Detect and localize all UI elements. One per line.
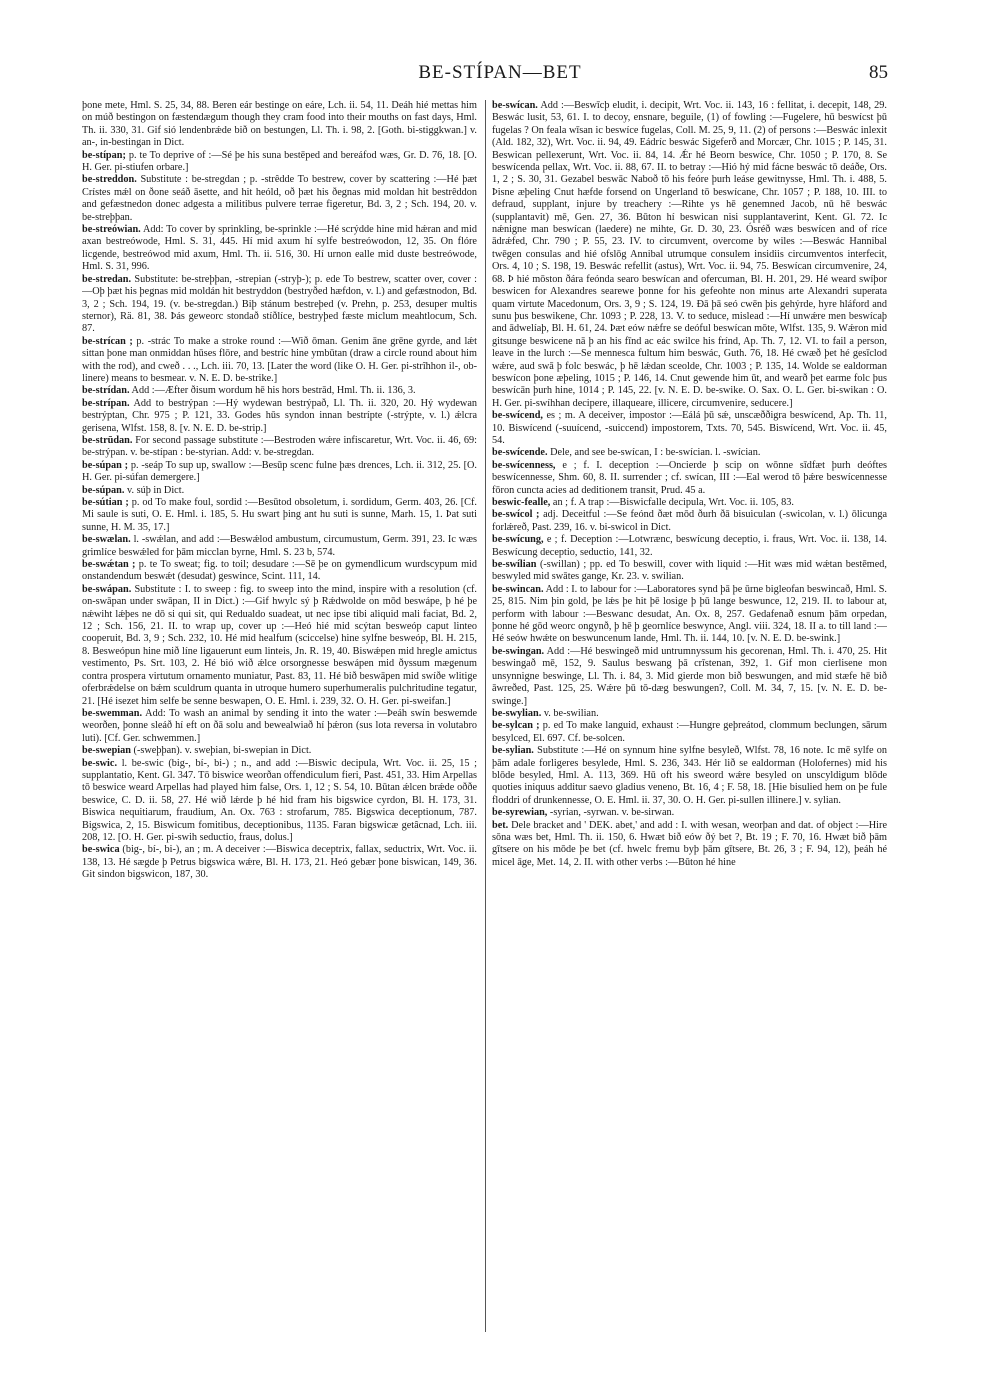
entry-headword: be-swílian (492, 559, 537, 571)
entry-headword: be-streówian. (82, 224, 141, 236)
entry-text: (big-, bí-, bi-), an ; m. A deceiver :—Biswica deceptrix, fallax, seductrix, Wrt. Voc. ii. 138, 13. Hé sægde þ Petrus bigswica wǽre, Bl. H. 173, 21. Heó gebær þone biswican, 149, 36. Git sindon bigswicon, 187, 30. (82, 844, 477, 881)
entry-text: es ; m. A deceiver, impostor :—Eálá þū sǽ, unscæððigra beswícend, Ap. Th. 11, 10. Biswícend (-suuícend, -suiccend) impostorem, Txts. 70, 545. Biswícend, Wrt. Voc. ii. 45, 54. (492, 410, 887, 446)
dictionary-entry (82, 150, 477, 175)
entry-headword: be-stípan; (82, 149, 126, 161)
entry-headword: be-swǽtan ; (82, 559, 136, 571)
entry-text: (-swillan) ; pp. ed To beswill, cover with liquid :—Hit wæs mid wǽtan bestēmed, beswyled mid swātes gange, Kr. 23. v. swilian. (492, 559, 887, 583)
entry-text: -syrian, -syrwan. v. be-sirwan. (547, 807, 675, 819)
entry-text: p. od To make foul, sordid :—Besūtod obsoletum, i. sordidum, Germ. 403, 26. [Cf. Mi saule is suti, O. E. Hml. i. 185, 5. Hu swart þing ant hu suti is sunne, Marh. 15, 1. Þat suti sunne, H. M. 35, 17.] (82, 497, 477, 533)
dictionary-entry (82, 708, 477, 745)
entry-headword: be-swícung, (492, 534, 544, 546)
dictionary-entry (492, 745, 887, 807)
entry-text: p. -seáp To sup up, swallow :—Besūp scenc fulne þæs drences, Lch. ii. 312, 25. [O. H. Ger. pi-súfan demergere.] (82, 459, 477, 484)
entry-headword: be-súpan. (82, 484, 125, 496)
entry-headword: be-streddon. (82, 174, 137, 186)
dictionary-entry (82, 460, 477, 485)
dictionary-entry (82, 745, 477, 757)
entry-headword: be-sylcan ; (492, 720, 540, 732)
entry-text: For second passage substitute :—Bestroden wǽre infiscaretur, Wrt. Voc. ii. 46, 69: be-strýpan. v. be-stípan : be-styrian. Add: v. be-stregdan. (82, 434, 477, 459)
running-head: BE-STÍPAN—BET (418, 62, 582, 83)
dictionary-entry (82, 559, 477, 584)
entry-headword: be-súpan ; (82, 459, 129, 471)
entry-text: þone mete, Hml. S. 25, 34, 88. Beren eár bestinge on eáre, Lch. ii. 54, 11. Deáh hié mettas him on múð bestingon on fæstendægum though they cram food into their mouths on fast days, Hml. Th. ii. 330, 31. Gif sió lendenbrǽde bið on bestungen, Ll. Th. i. 98, 2. [Goth. bi-stiggkwan.] v. an-, in-bestingan in Dict. (82, 100, 477, 149)
entry-headword: be-syrewian, (492, 807, 548, 819)
entry-text: e ; f. Deception :—Lotwrænc, beswícung deceptio, i. fraus, Wrt. Voc. ii. 138, 14. Beswícung deceptio, seductio, 141, 32. (492, 534, 887, 558)
entry-headword: be-swylian. (492, 707, 542, 719)
dictionary-entry (492, 100, 887, 410)
entry-text: Substitute : I. to sweep : fig. to sweep into the mind, inspire with a resolution (cf. on-swāpan under swāpan, II in Dict.) :—Gif hwylc sý þ Rǽdwolde on mōd beswápe, þ hé þe nǽwiht lǽþes ne dō si qui sit, qui Redualdo suadeat, ut nec ipse tibi aliquid mali faciat, Bd. 2, 12 ; Sch. 156, 21. II. to wrap up, cover up :—Heó hié mid scýtan besweóp caput linteo cooperuit, Bd. 3, 9 ; Sch. 232, 10. Hé mid healfum (sciccelse) hine sylfne besweóp, Bl. H. 215, 8. Besweópun hine mið líne ligauerunt eum linteis, Jn. R. 19, 40. Biswǽpen mid hregle amictus vestimento, Ps. Srt. 103, 2. Hé bió wið ǽlce orsorgnesse beswápen mid ðyssum mægenum contra prospera virtutum ornamento muniatur, Past. 83, 11. Hé bið beswāpen mid swíðe wlitige oferbrǽdelse on bǽm sculdrum quanta in utroque humero superhumeralis pulchritudine tegatur, 21. [Hé isezet him selfe be senne beswapen, O. E. Hml. i. 239, 32. O. H. Ger. pi-sweifan.] (82, 583, 477, 707)
page-number: 85 (869, 62, 888, 83)
entry-text: v. be-swilian. (541, 707, 599, 719)
dictionary-entry (492, 720, 887, 745)
entry-text: Dele, and see be-swícan, I : be-swícian. l. -swícian. (547, 447, 761, 459)
entry-text: l. -swǽlan, and add :—Beswǽlod ambustum, circumustum, Germ. 391, 23. Ic wæs grimlíce beswǽled for þām micclan byrne, Hml. S. 23 b, 574. (82, 534, 477, 558)
entry-headword: be-swincan. (492, 583, 544, 595)
dictionary-entry (492, 460, 887, 497)
entry-text: Add :—Beswīcþ eludit, i. decipit, Wrt. Voc. ii. 143, 16 : fellitat, i. decepit, 148, 29. Beswác lusit, 53, 61. I. to decoy, ensnare, beguile, (1) of fowling :—Fugelere, hū beswícst þū fugelas ? On feala wīsan ic beswíce fugelas, Coll. M. 25, 9, 11. (2) of persons :—Beswác inlexit (Ald. 182, 32), Wrt. Voc. ii. 94, 49. Eádríc beswác Sigeferð and Morcær, Chr. 1015 ; P. 145, 31. Beswican pellexerunt, Wrt. Voc. ii. 84, 14. Ǽr hé Beorn beswíce, Chr. 1050 ; P. 170, 8. Se beswícenda pellax, Wrt. Voc. ii. 88, 67. II. to betray :—Hió hý mid fácne beswác tō deáðe, Ors. 1, 2 ; S. 30, 31. Gezabel beswāc Naboð tō his feóre þurh leáse gewitnysse, Hml. Th. i. 488, 5. Þisne æþeling Cnut hæfde forsend on Ungerland tō beswícane, Chr. 1057 ; P. 188, 10. III. to defraud, supplant, injure by treachery :—Rihte ys hē genemned Jacob, nū hē beswác (supplantavit) mē, Gen. 27, 36. Būton hí beswican nisi supplantaverint, Kent. Gl. 72. Ic nǽnigne man beswícan (laedere) ne mihte, Gr. D. 30, 23. Ósréð wæs beswícen and of ríce ādrǽfed, Chr. 790 ; P. 55, 23. IV. to circumvent, overcome by wiles :—Beswác Hannibal twēgen consulas and hié ofslōg Annibal utrumque consulem insidiis circumventos interfecit, Ors. 4, 10 ; S. 198, 19. Beswác refellit (astus), Wrt. Voc. ii. 94, 75. Beswícan circumvenire, 24, 68. Þ hié mōston ðára feónda searo beswícan and ofercuman, Bl. H. 201, 29. Hé weard swíþor beswicen for Alexandres searewe þonne for his gefeohte non minus arte Alexandri superata quam virtute Macedonum, Ors. 3, 9 ; S. 124, 19. Ðā þā seó cwēn þis gehýrde, hyre hláford and sunu þus beswikene, Chr. 1093 ; P. 228, 13. V. to seduce, mislead :—Hí unwǽre men beswícaþ and ādwelíaþ, Bl. H. 61, 24. Þæt eów nǽfre se deóful beswícan mōte, Wlfst. 135, 9. Wǽron mid gitsunge beswicene nā þ an his fīnd ac eác swilce his frínd, Ap. Th. 7, 12. VI. to fail a person, leave in the lurch :—Se mennesca fultum him beswác, Guth. 76, 18. Hé cwæð þet hé gesīclod wǽre, aud swā þ folc beswác, þ hē lǽdan sceolde, Chr. 1003 ; P. 135, 14. Wolde se ealdorman beswícon þone æþeling, 1015 ; P. 146, 14. Cnut gewende him ūt, and wearð þet earme folc þus beswícān þurh hine, 1014 ; P. 145, 22. [v. N. E. D. be-swike. O. Sax. O. L. Ger. bi-swikan : O. H. Ger. pi-swíhhan decipere, illaqueare, illicere, circumvenire, seducere.] (492, 100, 887, 409)
entry-headword: be-sylian. (492, 745, 534, 757)
dictionary-entry (492, 497, 887, 509)
dictionary-entry (82, 224, 477, 274)
right-column (492, 100, 887, 1332)
entry-headword: be-swícend, (492, 410, 543, 422)
entry-headword: be-swemman. (82, 707, 143, 719)
entry-headword: be-strícan ; (82, 335, 133, 347)
dictionary-entry (82, 336, 477, 386)
dictionary-entry (82, 100, 477, 150)
entry-headword: be-stredan. (82, 273, 132, 285)
dictionary-entry (82, 758, 477, 845)
entry-text: Add: To cover by sprinkling, be-sprinkle :—Hé scrýdde hine mid hǽran and mid axan bestreówode, Hml. S. 31, 445. Hí mid axum hí sylfe bestreówodon, 12, 35. On flóre licgende, bestreówod mid axum, Hml. Th. ii. 516, 30. Hí urnon ealle mid duste bestreówode, Hml. S. 31, 996. (82, 224, 477, 273)
dictionary-entry (82, 274, 477, 336)
entry-text: p. ed To make languid, exhaust :—Hungre geþreátod, clommum beclungen, sārum besylced, El. 697. Cf. be-solcen. (492, 720, 887, 744)
dictionary-entry (492, 447, 887, 459)
dictionary-entry (82, 534, 477, 559)
column-divider (485, 100, 486, 1332)
dictionary-entry (82, 584, 477, 708)
entry-headword: be-sútian ; (82, 497, 129, 508)
dictionary-entry (492, 534, 887, 559)
entry-text: Add to bestrýpan :—Hý wydewan bestrýpað, Ll. Th. ii. 320, 20. Hý wydewan bestrýptan, Chr. 975 ; P. 121, 33. Godes hūs syndon innan bestrípte (-strýpte, v. l.) ǽlcra gerisena, Wlfst. 158, 8. [v. N. E. D. be-strip.] (82, 397, 477, 434)
entry-text: (-sweþþan). v. sweþian, bi-swepian in Dict. (130, 745, 312, 757)
entry-text: p. te To sweat; fig. to toil; desudare :—Sē þe on gymendlicum wurdscypum mid onstandendum beswǽt (desudat) geswince, Scint. 111, 14. (82, 559, 477, 583)
dictionary-entry (82, 435, 477, 460)
entry-headword: bet. (492, 819, 509, 831)
entry-headword: be-swícenness, (492, 459, 556, 471)
entry-text: Substitute: be-streþþan, -strepian (-stryþ-); p. ede To bestrew, scatter over, cover :—Oþ þæt his þegnas mid moldán hit bestryddon (bestryðed hæfdon, v. l.) and gefæstnodon, Bd. 3, 2 ; Sch. 194, 19. (v. be-stregdan.) Biþ stánum bestreþed (v. Prehn, p. 253, desuper multis sternor), Rä. 81, 38. Þás geweorc stondað stíðlíce, bestryþed fæste miclum meahtlocum, Sch. 87. (82, 273, 477, 335)
dictionary-entry (492, 584, 887, 646)
entry-text: p. te To deprive of :—Sé þe his suna bestēped and bereáfod wæs, Gr. D. 76, 18. [O. H. Ger. pi-stiufen orbare.] (82, 149, 477, 174)
entry-headword: be-swica (82, 844, 120, 856)
dictionary-entry (492, 820, 887, 870)
entry-headword: be-swápan. (82, 583, 132, 595)
entry-text: Add :—Hé beswingeð mid untrumnyssum his gecorenan, Hml. Th. i. 470, 25. Hit beswingað mē, 152, 9. Saulus beswang þā crīstenan, 392, 1. Gif mon cierlisene mon unsynnigne beswinge, Ll. Th. i. 84, 3. Mid gierde mon bið beswungen, and mid stæfe hē bið āwreðed, Past. 125, 25. Wǽre þū tō-dæg beswungen?, Coll. M. 34, 7, 15. [v. N. E. D. be-swinge.] (492, 645, 887, 707)
entry-text: Add :—Æfter ðisum wordum hē his hors bestrād, Hml. Th. ii. 136, 3. (129, 385, 416, 397)
dictionary-entry (492, 646, 887, 708)
dictionary-entry (82, 385, 477, 397)
entry-headword: be-strípan. (82, 397, 130, 409)
entry-headword: beswic-fealle, (492, 497, 551, 508)
entry-headword: be-swícende. (492, 447, 548, 459)
dictionary-entry (492, 807, 887, 819)
entry-text: p. -strác To make a stroke round :—Wið ōman. Genim āne grēne gyrde, and lǽt sittan þone man onmiddan hūses flōre, and bestríc hine ymbūtan (draw a circle round about him with the rod), and cweð . . ., Lch. iii. 70, 13. [Later the word (like O. H. Ger. pi-strîhhon il-, ob-linere) means to besmear. v. N. E. D. be-strike.] (82, 335, 477, 384)
entry-headword: be-swícol ; (492, 509, 540, 521)
dictionary-entry (82, 485, 477, 497)
entry-headword: be-swælan. (82, 534, 131, 546)
entry-text: adj. Deceitful :—Se feónd ðæt mōd ðurh ðā bisuiculan (-swicolan, v. l.) ōlicunga forlǽreð, Past. 239, 16. v. bi-swicol in Dict. (492, 509, 887, 533)
entry-text: l. be-swic (big-, bí-, bi-) ; n., and add :—Biswic decipula, Wrt. Voc. ii. 25, 15 ; supplantatio, Kent. Gl. 347. Tō biswice weorðan offendiculum fieri, Past. 451, 33. Him Arpellas tō beswice weard Arpellas had played him false, Ors. 1, 12 ; S. 54, 10. Būtan ǽlcen brǽde oððe beswice, C. D. ii. 58, 27. Hé wið lǽrde þ hé hid fram his bigswice cyrdon, Bl. H. 173, 31. Biswica nequitiarum, fraudium, An. Ox. 763 : strofarum, 785. Bigswica deceptionum, 787. Bigswica, 2, 15. Biswicum fomitibus, deceptionibus, 1135. Faran bigswicæ getâcnad, Lch. iii. 208, 12. [O. H. Ger. pi-swih seductio, fraus, dolus.] (82, 757, 477, 843)
entry-text: Substitute :—Hé on synnum hine sylfne besyleð, Wlfst. 78, 16 note. Ic mē sylfe on þām adale forligeres besylede, Hml. S. 236, 343. Hér lið se ealdorman (Holofernes) mid his blōde besyled, Hml. A. 113, 369. Hū oft his sweord wǽre besyled on unscyldigum blōde quoties iniquus additur saevo gladius veneno, Bt. 16, 4 ; F. 58, 18. [Hie bisulied hem on þe fule floddri of drunkennesse, O. E. Hml. ii. 37, 30. O. H. Ger. pi-sullen illinere.] v. sylian. (492, 745, 887, 806)
entry-text: Add : I. to labour for :—Laboratores synd þā þe ūrne bigleofan beswincað, Hml. S. 25, 815. Nim þin gold, þe lǽs þe hit þē losige þ þū lange beswunce, 12, 219. II. to labour at, perform with labour :—Beswanc desudat, An. Ox. 8, 257. Gedafenað esnum þām orpedan, þonne hé gōd weorc ongynð, þ hē þ geornlíce beswynce, Angl. viii. 324, 18. II a. to till land :—Hé seów hwǽte on beswuncenum lande, Hml. Th. ii. 144, 10. [v. N. E. D. be-swink.] (492, 583, 887, 645)
dictionary-entry (82, 174, 477, 224)
dictionary-entry (492, 559, 887, 584)
dictionary-entry (492, 509, 887, 534)
left-column (82, 100, 477, 1332)
dictionary-entry (492, 708, 887, 720)
entry-text: an ; f. A trap :—Biswicfalle decipula, Wrt. Voc. ii. 105, 83. (550, 497, 794, 508)
dictionary-entry (82, 497, 477, 534)
entry-headword: be-swic. (82, 757, 118, 769)
dictionary-entry (492, 410, 887, 447)
entry-headword: be-swingan. (492, 645, 545, 657)
dictionary-entry (82, 398, 477, 435)
dictionary-entry (82, 844, 477, 881)
entry-headword: be-strídan. (82, 385, 130, 397)
entry-text: v. súþ in Dict. (124, 484, 185, 496)
entry-headword: be-strūdan. (82, 434, 133, 446)
entry-text: e ; f. I. deception :—Oncierde þ scip on wōnne sīdfæt þurh deóftes beswícennesse, Shm. 60, 8. II. surrender ; cf. swícan, III :—Eal werod tō þǽre beswícennesse fōron cuncta acies ad deditionem transit, Prud. 45 a. (492, 459, 887, 496)
entry-headword: be-swícan. (492, 100, 538, 111)
entry-text: Add: To wash an animal by sending it into the water :—Þeáh swín beswemde weorðen, þonne sleáð hí eft on ðā solu and bewealwiað hí þǽron (sus lota reversa in volutabro luti). [Cf. Ger. schwemmen.] (82, 707, 477, 744)
entry-text: Dele bracket and ' DEK. abet,' and add : I. with wesan, weorþan and dat. of object :—Hire sōna wæs bet, Hml. Th. ii. 150, 6. Hwæt bið eów ðý bet ?, Bt. 19 ; F. 70, 16. Hwæt bið þām gītsere on his mōde þe bet (cf. hwelc fremu byþ þām gītsere, Bt. 26, 3 ; F. 94, 12), þeáh hé micel āge, Met. 14, 2. II. with other verbs :—Būton hé hine (492, 819, 887, 868)
entry-text: Substitute : be-stregdan ; p. -strêdde To bestrew, cover by scattering :—Hé þæt Crístes mǽl on ðone seáð āsette, and hit heóld, oð þæt his ðegnas mid moldan hit bestrêddon and gefæstnedon donec adgesta a militibus pulvere terrae figeretur, Bd. 3, 2 ; Sch. 194, 20. v. be-streþþan. (82, 174, 477, 223)
entry-headword: be-swepian (82, 745, 131, 757)
